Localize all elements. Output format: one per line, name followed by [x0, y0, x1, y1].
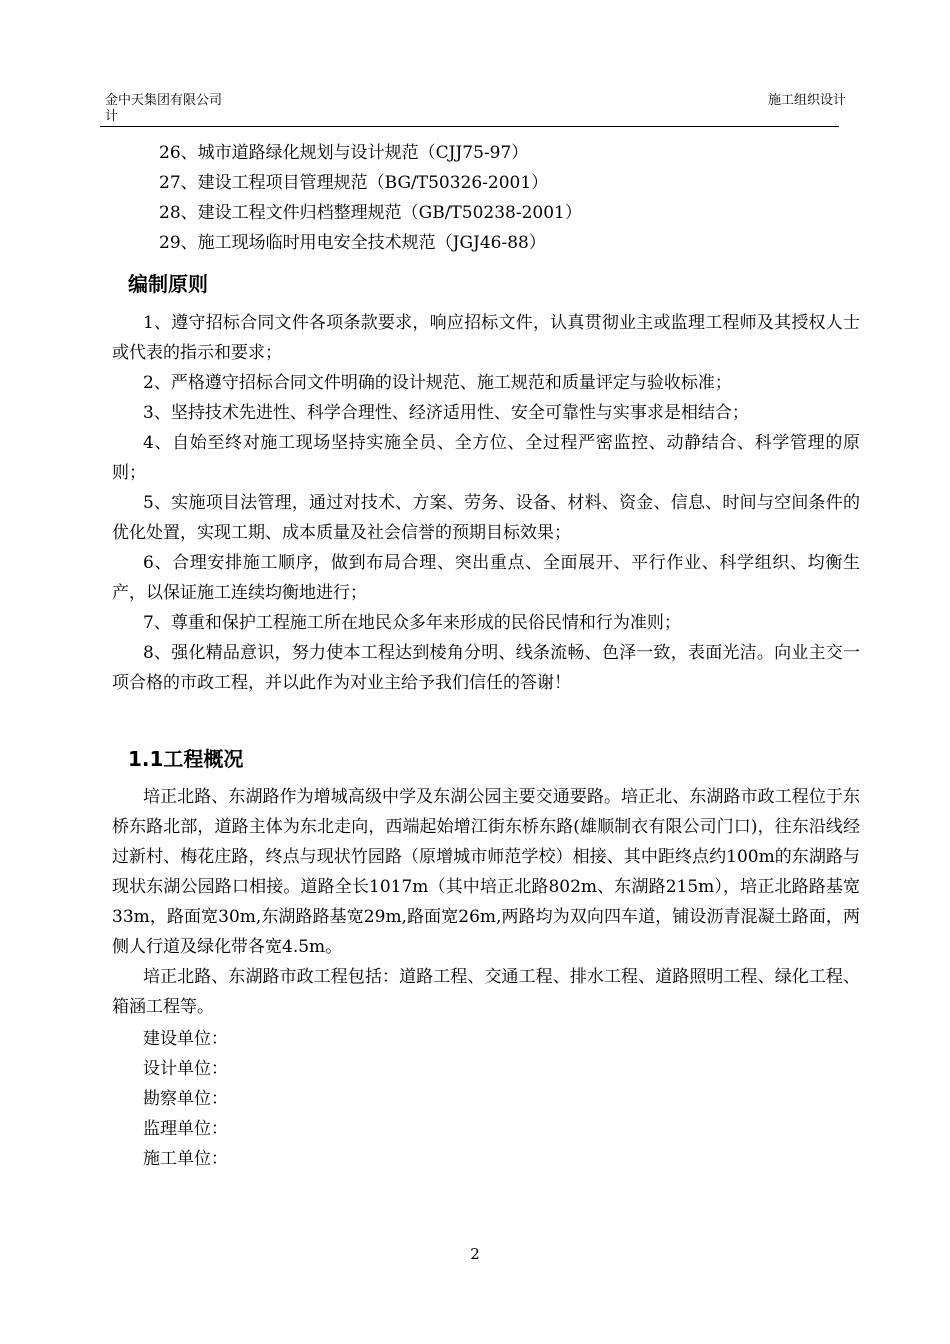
overview-heading: 1.1工程概况 [128, 747, 244, 771]
principle-item: 3、坚持技术先进性、科学合理性、经济适用性、安全可靠性与实事求是相结合； [143, 403, 749, 423]
principle-item: 6、合理安排施工顺序，做到布局合理、突出重点、全面展开、平行作业、科学组织、均衡生产，以保证施工连续均衡地进行； [112, 553, 860, 603]
reference-item: 29、施工现场临时用电安全技术规范（JGJ46-88） [159, 233, 546, 253]
unit-contractor-label: 施工单位： [143, 1149, 228, 1169]
unit-supervision-label: 监理单位： [143, 1119, 228, 1139]
reference-item: 27、建设工程项目管理规范（BG/T50326-2001） [159, 173, 549, 193]
principles-heading: 编制原则 [128, 272, 208, 296]
overview-paragraph: 培正北路、东湖路作为增城高级中学及东湖公园主要交通要路。培正北、东湖路市政工程位于东桥东路北部，道路主体为东北走向，西端起始增江街东桥东路(雄顺制衣有限公司门口)，往东沿线经过新村、梅花庄路，终点与现状竹园路（原增城市师范学校）相接、其中距终点约100m的东湖路与现状东湖公园路口相接。道路全长1017m（其中培正北路802m、东湖路215m），培正北路路基宽33m，路面宽30m,东湖路路基宽29m,路面宽26m,两路均为双向四车道，铺设沥青混凝土路面，两侧人行道及绿化带各宽4.5m。 [112, 787, 860, 957]
overview-paragraph: 培正北路、东湖路市政工程包括：道路工程、交通工程、排水工程、道路照明工程、绿化工程、箱涵工程等。 [112, 967, 860, 1017]
principle-item: 7、尊重和保护工程施工所在地民众多年来形成的民俗民情和行为准则； [143, 613, 681, 633]
header-company-name: 金中天集团有限公司 [105, 93, 223, 108]
unit-construction-label: 建设单位： [143, 1029, 228, 1049]
principle-item: 4、自始至终对施工现场坚持实施全员、全方位、全过程严密监控、动静结合、科学管理的原则； [112, 433, 860, 483]
principle-item: 2、严格遵守招标合同文件明确的设计规范、施工规范和质量评定与验收标准； [143, 373, 732, 393]
header-company [105, 93, 245, 125]
header-company-name-cont: 计 [105, 109, 119, 124]
principle-item: 1、遵守招标合同文件各项条款要求，响应招标文件，认真贯彻业主或监理工程师及其授权人士或代表的指示和要求； [112, 313, 860, 363]
reference-item: 28、建设工程文件归档整理规范（GB/T50238-2001） [159, 203, 582, 223]
principle-item: 5、实施项目法管理，通过对技术、方案、劳务、设备、材料、资金、信息、时间与空间条件的优化处置，实现工期、成本质量及社会信誉的预期目标效果； [112, 493, 860, 543]
unit-design-label: 设计单位： [143, 1059, 228, 1079]
unit-survey-label: 勘察单位： [143, 1089, 228, 1109]
reference-item: 26、城市道路绿化规划与设计规范（CJJ75-97） [159, 143, 529, 163]
principle-item: 8、强化精品意识，努力使本工程达到棱角分明、线条流畅、色泽一致，表面光洁。向业主交一项合格的市政工程，并以此作为对业主给予我们信任的答谢！ [112, 643, 860, 693]
page-number: 2 [470, 1245, 480, 1263]
header-doc-title: 施工组织设计 [768, 93, 847, 108]
header-rule [100, 126, 839, 127]
